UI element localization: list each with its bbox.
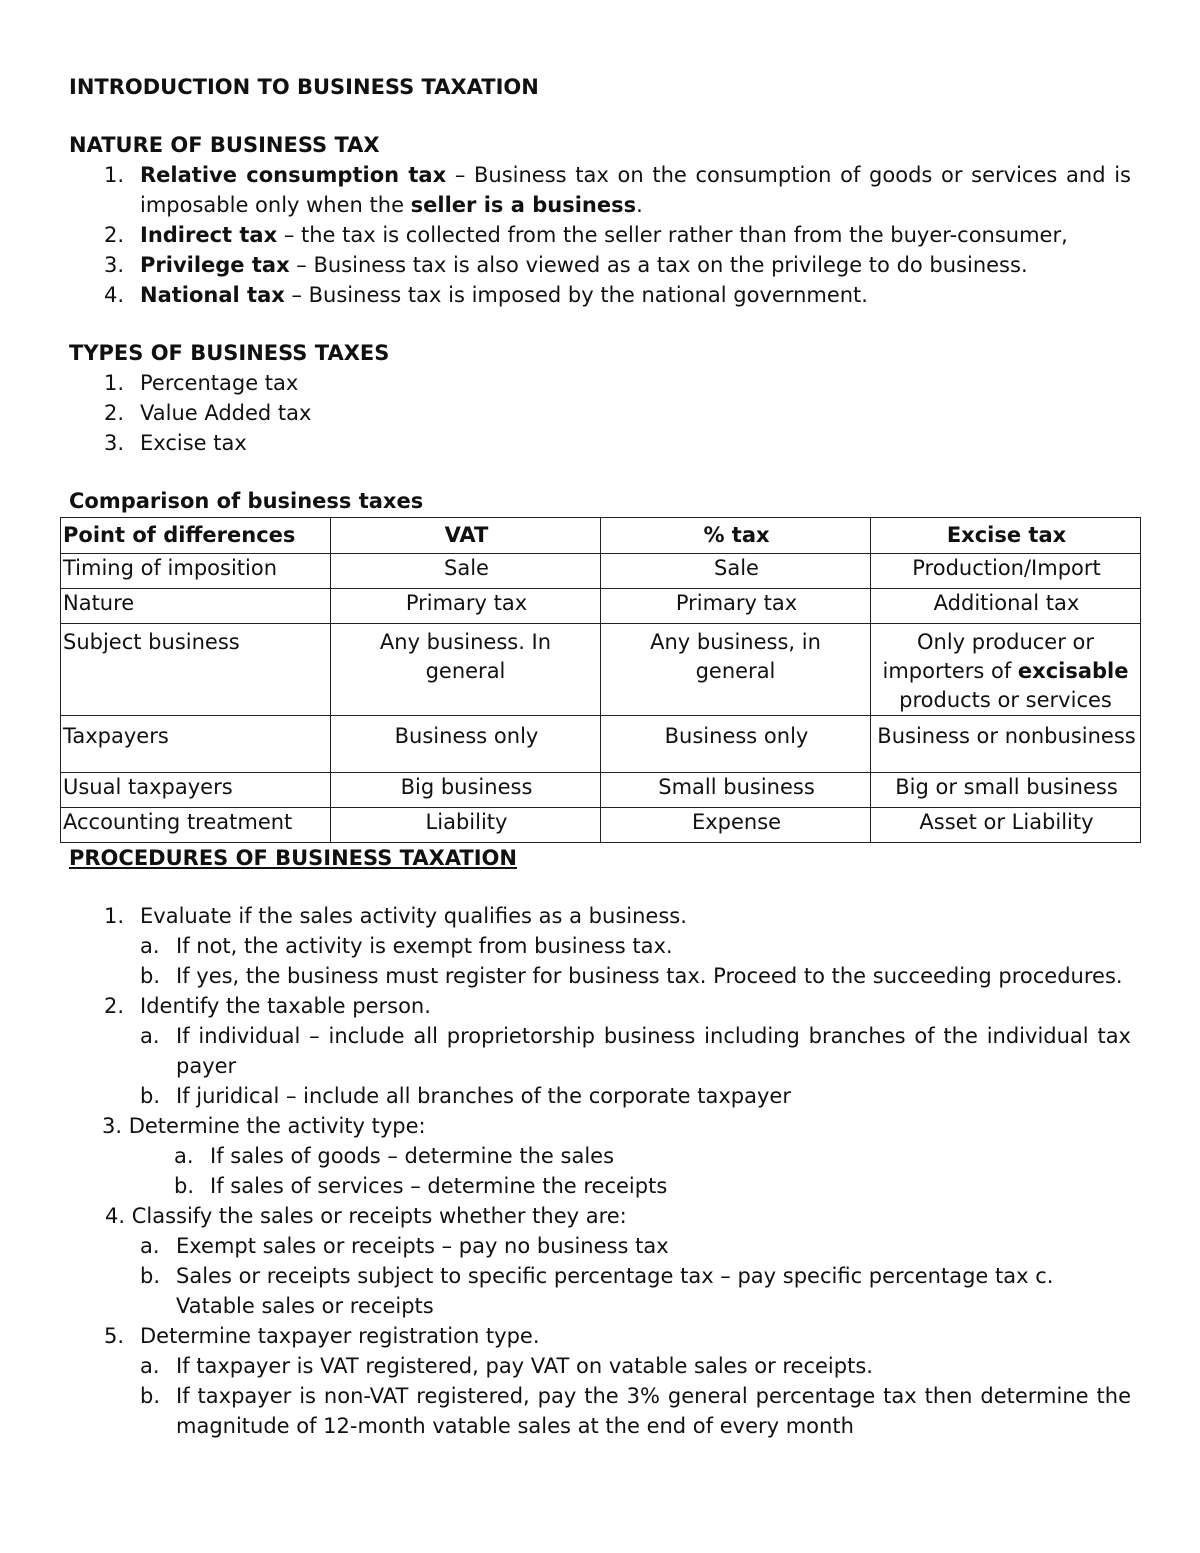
table-cell: Only producer or importers of excisable products or services: [871, 624, 1141, 716]
comparison-heading: Comparison of business taxes: [69, 489, 424, 513]
nature-heading: NATURE OF BUSINESS TAX: [69, 133, 380, 157]
list-item: 2. Indirect tax – the tax is collected from the seller rather than from the buyer-consumer,: [104, 223, 1068, 247]
table-row: [61, 716, 1141, 773]
list-item: 2. Identify the taxable person.: [104, 994, 431, 1018]
table-cell: Production/Import: [871, 554, 1141, 589]
list-item: 3. Excise tax: [104, 431, 247, 455]
table-cell: Taxpayers: [61, 716, 331, 773]
types-list: [69, 368, 1131, 458]
nature-list: [69, 160, 1131, 310]
list-item: 1. Evaluate if the sales activity qualifies as a business.: [104, 904, 687, 928]
table-row: [61, 808, 1141, 843]
table-cell: Primary tax: [331, 589, 601, 624]
list-item: b. If taxpayer is non-VAT registered, pay the 3% general percentage tax then determine the magnitude of 12-month vatable sales at the end of every month: [140, 1384, 1131, 1438]
list-item: a. Exempt sales or receipts – pay no business tax: [140, 1234, 669, 1258]
table-cell: Business only: [331, 716, 601, 773]
table-cell: Any business. In general: [331, 624, 601, 716]
list-item: b. If juridical – include all branches of the corporate taxpayer: [140, 1084, 791, 1108]
list-item: 3. Privilege tax – Business tax is also viewed as a tax on the privilege to do business.: [104, 253, 1028, 277]
table-cell: Accounting treatment: [61, 808, 331, 843]
list-item: 4. National tax – Business tax is imposed by the national government.: [104, 283, 868, 307]
table-cell: Any business, in general: [601, 624, 871, 716]
table-header: % tax: [601, 518, 871, 554]
table-header: Point of differences: [61, 518, 331, 554]
types-heading: TYPES OF BUSINESS TAXES: [69, 341, 390, 365]
procedures-heading: PROCEDURES OF BUSINESS TAXATION: [69, 846, 517, 870]
list-item: b. Sales or receipts subject to specific percentage tax – pay specific percentage tax c. Vatable sales or receipts: [140, 1264, 1054, 1318]
table-header: VAT: [331, 518, 601, 554]
table-cell: Expense: [601, 808, 871, 843]
procedures-list: [69, 901, 1131, 1441]
table-cell: Small business: [601, 773, 871, 808]
list-item: 3. Determine the activity type:: [102, 1114, 426, 1138]
list-item: 1. Percentage tax: [104, 371, 299, 395]
table-cell: Asset or Liability: [871, 808, 1141, 843]
table-cell: Sale: [601, 554, 871, 589]
table-header: Excise tax: [871, 518, 1141, 554]
list-item: a. If taxpayer is VAT registered, pay VAT on vatable sales or receipts.: [140, 1354, 873, 1378]
list-item: 2. Value Added tax: [104, 401, 312, 425]
table-cell: Subject business: [61, 624, 331, 716]
table-row: [61, 554, 1141, 589]
table-cell: Usual taxpayers: [61, 773, 331, 808]
table-cell: Primary tax: [601, 589, 871, 624]
table-cell: Nature: [61, 589, 331, 624]
document-page: [63, 72, 1136, 1441]
table-cell: Business only: [601, 716, 871, 773]
table-cell: Big or small business: [871, 773, 1141, 808]
table-header-row: [61, 518, 1141, 554]
table-row: [61, 624, 1141, 716]
list-item: 1. Relative consumption tax – Business tax on the consumption of goods or services and is imposable only when the seller is a business.: [104, 163, 1131, 217]
list-item: b. If sales of services – determine the receipts: [174, 1174, 668, 1198]
table-row: [61, 773, 1141, 808]
table-cell: Liability: [331, 808, 601, 843]
list-item: a. If individual – include all proprietorship business including branches of the individual tax payer: [140, 1024, 1131, 1078]
list-item: 4. Classify the sales or receipts whether they are:: [105, 1204, 627, 1228]
list-item: b. If yes, the business must register for business tax. Proceed to the succeeding procedures.: [140, 964, 1123, 988]
table-cell: Big business: [331, 773, 601, 808]
table-row: [61, 589, 1141, 624]
table-cell: Business or nonbusiness: [871, 716, 1141, 773]
table-cell: Timing of imposition: [61, 554, 331, 589]
list-item: 5. Determine taxpayer registration type.: [104, 1324, 540, 1348]
table-cell: Additional tax: [871, 589, 1141, 624]
list-item: a. If not, the activity is exempt from business tax.: [140, 934, 673, 958]
comparison-table: [60, 517, 1141, 843]
list-item: a. If sales of goods – determine the sales: [174, 1144, 615, 1168]
table-cell: Sale: [331, 554, 601, 589]
document-title: INTRODUCTION TO BUSINESS TAXATION: [69, 75, 539, 99]
